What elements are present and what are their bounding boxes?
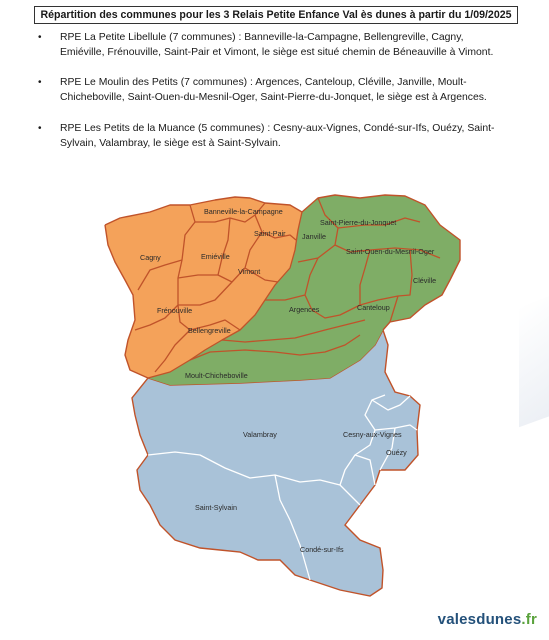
label-janville: Janville (302, 232, 326, 241)
label-saint-ouen: Saint-Ouen-du-Mesnil-Oger (346, 247, 435, 256)
logo-main-text: valesdunes (437, 611, 522, 628)
label-vimont: Vimont (238, 267, 261, 276)
page-title: Répartition des communes pour les 3 Relais Petite Enfance Val ès dunes à partir du 1/09/2025 (34, 6, 518, 24)
label-saint-pierre: Saint-Pierre-du-Jonquet (320, 218, 397, 227)
label-canteloup: Canteloup (357, 303, 390, 312)
label-conde: Condé-sur-Ifs (300, 545, 344, 554)
label-saint-pair: Saint-Pair (254, 229, 286, 238)
bullet-icon: • (38, 122, 42, 134)
label-cleville: Cléville (413, 276, 437, 285)
label-emieville: Emiéville (201, 252, 230, 261)
site-logo (438, 611, 537, 628)
bullet-icon: • (38, 32, 42, 43)
rpe-text: RPE La Petite Libellule (7 communes) : Banneville-la-Campagne, Bellengreville, Cagny, Emiéville, Frénouville, Saint-Pair et Vimont, le siège est situé chemin de Béneauville à Vimont. (60, 32, 494, 59)
rpe-text: RPE Le Moulin des Petits (7 communes) : Argences, Canteloup, Cléville, Janville, Moult-Chicheboville, Saint-Ouen-du-Mesnil-Oger, Saint-Pierre-du-Jonquet, le siège est à Argences. (60, 76, 487, 104)
label-saint-sylvain: Saint-Sylvain (195, 503, 237, 512)
label-argences: Argences (289, 305, 320, 314)
logo-suffix-text: .fr (521, 611, 537, 628)
label-cesny: Cesny-aux-Vignes (343, 430, 402, 439)
label-moult: Moult-Chicheboville (185, 371, 248, 380)
label-frenouville: Frénouville (157, 306, 193, 315)
label-valambray: Valambray (243, 430, 277, 439)
label-cagny: Cagny (140, 253, 161, 262)
rpe-text: RPE Les Petits de la Muance (5 communes) : Cesny-aux-Vignes, Condé-sur-Ifs, Ouézy, Saint-Sylvain, Valambray, le siège est à Saint-Sylvain. (60, 122, 495, 150)
label-bellengreville: Bellengreville (188, 326, 231, 335)
label-ouezy: Ouézy (386, 448, 407, 457)
label-banneville: Banneville-la-Campagne (204, 207, 283, 216)
bullet-icon: • (38, 76, 42, 88)
